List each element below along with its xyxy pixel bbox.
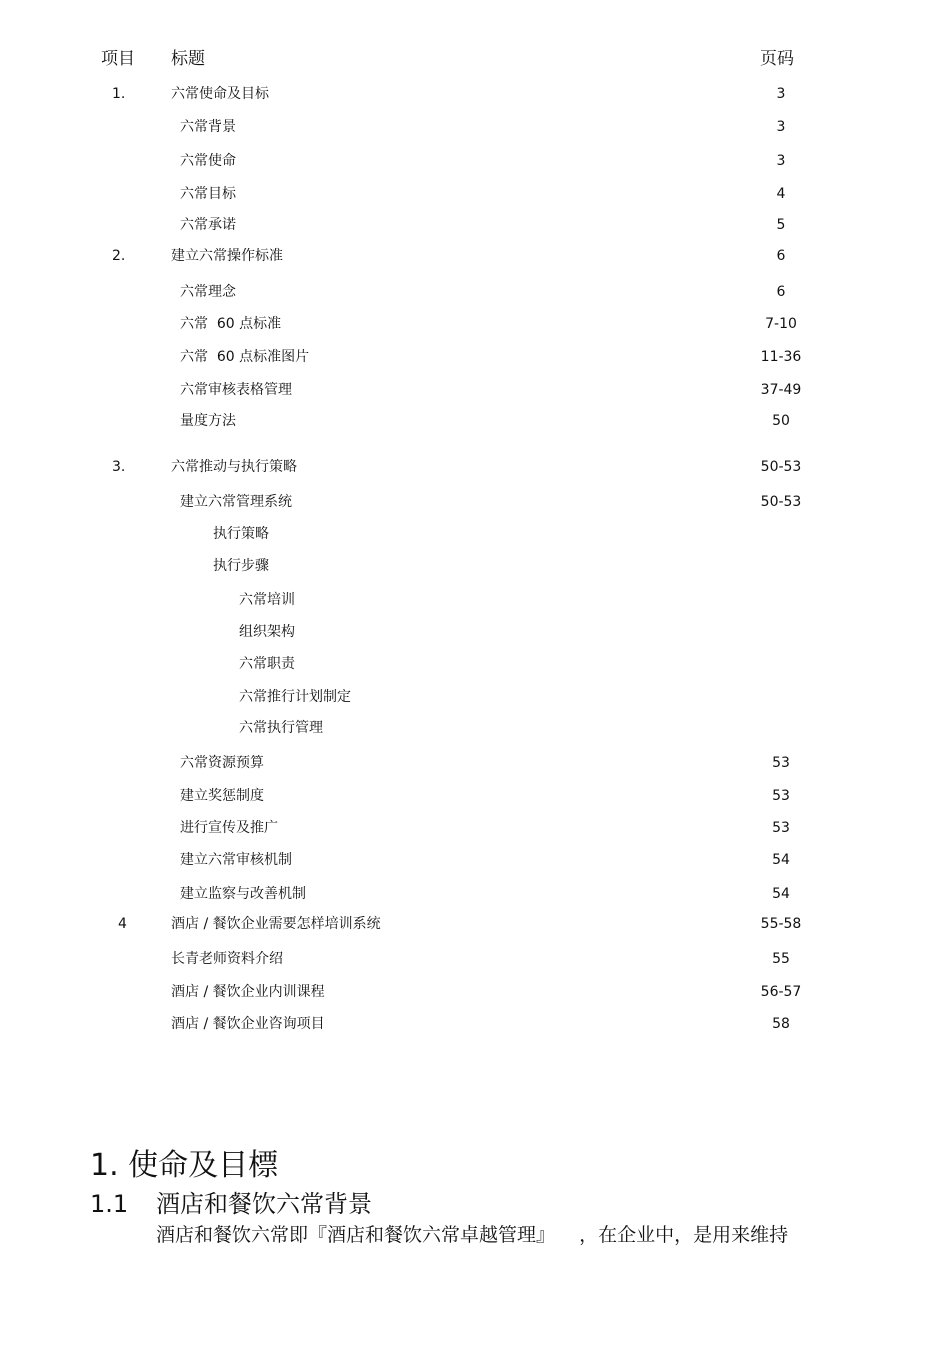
toc-title: 六常执行管理 (239, 720, 323, 736)
toc-row (0, 590, 950, 610)
toc-title: 六常使命 (180, 153, 236, 169)
toc-title: 六常 60 点标准 (180, 316, 282, 332)
toc-page: 56-57 (760, 984, 802, 1000)
toc-page: 5 (776, 217, 786, 233)
toc-page: 11-36 (760, 349, 802, 365)
toc-row (0, 246, 950, 266)
toc-title: 进行宣传及推广 (180, 820, 278, 836)
toc-page: 50-53 (760, 494, 802, 510)
toc-title: 六常审核表格管理 (180, 382, 292, 398)
toc-page: 4 (776, 186, 786, 202)
toc-row (0, 556, 950, 576)
toc-number: 3. (112, 459, 126, 475)
toc-page: 3 (776, 119, 786, 135)
toc-row (0, 492, 950, 512)
toc-title: 六常 60 点标准图片 (180, 349, 310, 365)
toc-title: 组织架构 (239, 624, 295, 640)
subsection-number: 1.1 (90, 1190, 129, 1218)
toc-row (0, 524, 950, 544)
toc-page: 54 (772, 886, 790, 902)
toc-title: 六常职责 (239, 656, 295, 672)
toc-title: 六常承诺 (180, 217, 236, 233)
toc-page: 37-49 (760, 382, 802, 398)
toc-page: 53 (772, 788, 790, 804)
toc-row (0, 850, 950, 870)
toc-page: 6 (776, 248, 786, 264)
toc-title: 六常资源预算 (180, 755, 264, 771)
toc-title: 建立六常操作标准 (171, 248, 283, 264)
toc-title: 执行步骤 (213, 558, 269, 574)
toc-title: 建立六常管理系统 (180, 494, 292, 510)
toc-row (0, 914, 950, 934)
toc-page: 58 (772, 1016, 790, 1032)
toc-row (0, 622, 950, 642)
toc-row (0, 687, 950, 707)
toc-page: 3 (776, 86, 786, 102)
section-heading: 1. 使命及目標 (90, 1148, 279, 1183)
toc-header-item: 项目 (101, 49, 135, 69)
toc-row (0, 282, 950, 302)
toc-page: 53 (772, 820, 790, 836)
subsection-title: 酒店和餐饮六常背景 (156, 1190, 372, 1218)
toc-row (0, 818, 950, 838)
toc-row (0, 654, 950, 674)
toc-title: 酒店 / 餐饮企业内训课程 (171, 984, 325, 1000)
toc-row (0, 215, 950, 235)
toc-page: 7-10 (765, 316, 797, 332)
toc-number: 1. (112, 86, 126, 102)
toc-number: 4 (118, 916, 127, 932)
toc-title: 六常理念 (180, 284, 236, 300)
toc-row (0, 949, 950, 969)
toc-header-title: 标题 (171, 49, 205, 69)
toc-row (0, 786, 950, 806)
toc-page: 54 (772, 852, 790, 868)
toc-row (0, 753, 950, 773)
toc-page: 50 (772, 413, 790, 429)
toc-title: 六常使命及目标 (171, 86, 269, 102)
toc-page: 3 (776, 153, 786, 169)
toc-row (0, 718, 950, 738)
toc-page: 6 (776, 284, 786, 300)
body-paragraph: 酒店和餐饮六常即『酒店和餐饮六常卓越管理』 ，在企业中，是用来维持 (156, 1224, 789, 1246)
toc-row (0, 151, 950, 171)
toc-row (0, 314, 950, 334)
toc-title: 六常目标 (180, 186, 236, 202)
subsection-heading (90, 1184, 372, 1219)
toc-header-page: 页码 (760, 49, 794, 69)
toc-row (0, 884, 950, 904)
toc-title: 长青老师资料介绍 (171, 951, 283, 967)
toc-title: 六常培训 (239, 592, 295, 608)
toc-row (0, 380, 950, 400)
toc-title: 六常推动与执行策略 (171, 459, 297, 475)
toc-title: 酒店 / 餐饮企业需要怎样培训系统 (171, 916, 381, 932)
toc-row (0, 347, 950, 367)
toc-page: 53 (772, 755, 790, 771)
toc-row (0, 84, 950, 104)
toc-page: 50-53 (760, 459, 802, 475)
toc-row (0, 457, 950, 477)
toc-number: 2. (112, 248, 126, 264)
toc-title: 六常推行计划制定 (239, 689, 351, 705)
toc-page: 55-58 (760, 916, 802, 932)
toc-title: 建立奖惩制度 (180, 788, 264, 804)
toc-title: 建立六常审核机制 (180, 852, 292, 868)
toc-row (0, 982, 950, 1002)
toc-row (0, 117, 950, 137)
toc-title: 执行策略 (213, 526, 269, 542)
toc-title: 量度方法 (180, 413, 236, 429)
toc-row (0, 184, 950, 204)
toc-title: 建立监察与改善机制 (180, 886, 306, 902)
toc-row (0, 1014, 950, 1034)
toc-title: 六常背景 (180, 119, 236, 135)
toc-row (0, 411, 950, 431)
toc-page: 55 (772, 951, 790, 967)
toc-title: 酒店 / 餐饮企业咨询项目 (171, 1016, 325, 1032)
